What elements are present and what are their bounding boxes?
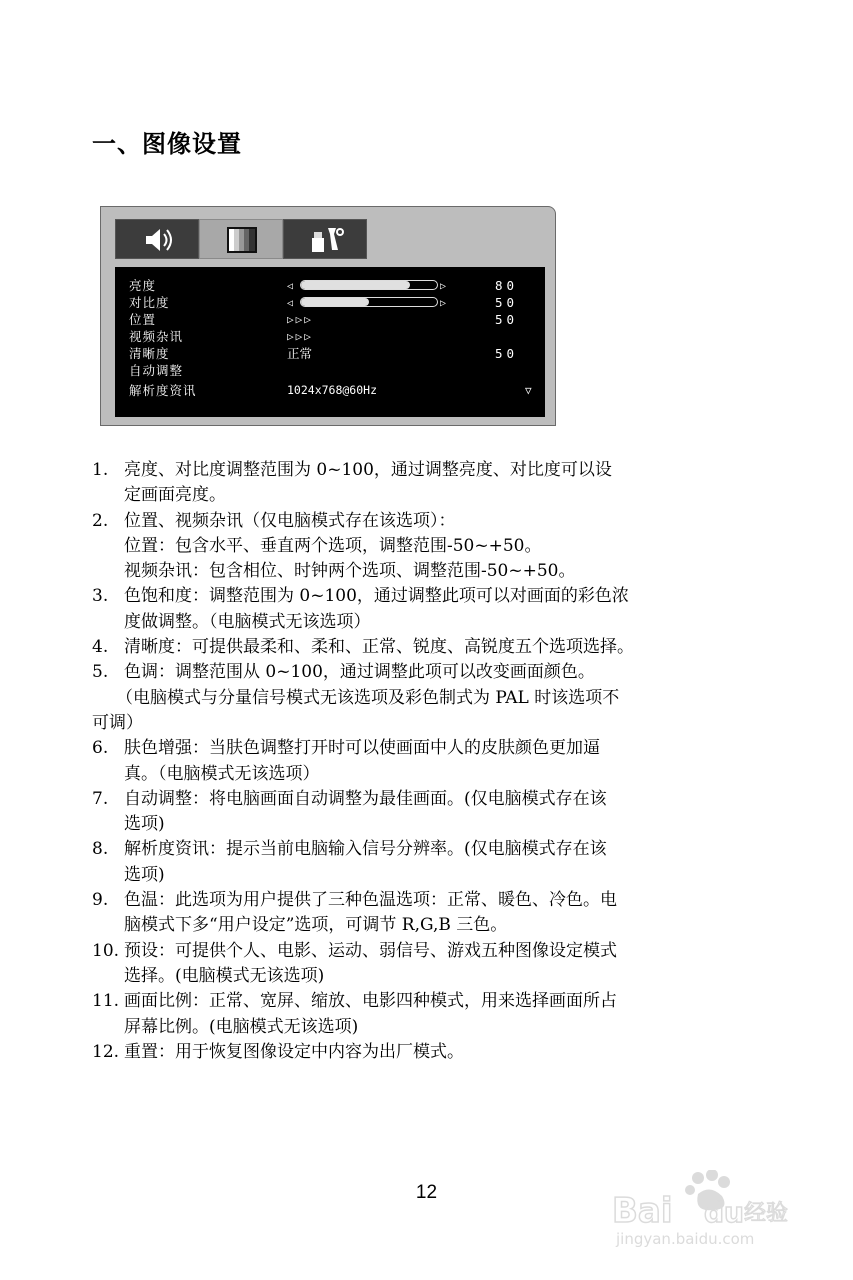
list-item-line: 画面比例：正常、宽屏、缩放、电影四种模式，用来选择画面所占: [124, 991, 617, 1012]
osd-row-label: 亮度: [129, 278, 157, 293]
list-item-number: 3.: [92, 586, 109, 607]
osd-row-value: 50: [495, 312, 519, 327]
brightness-slider: ◁ ▷: [287, 281, 447, 292]
osd-row-video-noise: [115, 328, 545, 345]
osd-row-label: 解析度资讯: [129, 383, 197, 398]
tools-icon: [284, 220, 368, 260]
svg-text:du: du: [704, 1196, 744, 1229]
slider-fill: [301, 298, 369, 306]
list-item-line: 色温：此选项为用户提供了三种色温选项：正常、暖色、冷色。电: [124, 890, 617, 911]
list-item-line: 度做调整。（电脑模式无该选项）: [124, 611, 371, 632]
list-item: [92, 888, 752, 939]
list-item-line: （电脑模式与分量信号模式无该选项及彩色制式为 PAL 时该选项不: [116, 687, 620, 708]
list-item: [92, 458, 752, 509]
osd-row-value: 50: [495, 295, 519, 310]
osd-row-brightness: [115, 277, 545, 294]
osd-row-auto-adjust: [115, 362, 545, 379]
list-item: [92, 584, 752, 635]
osd-row-sharpness: [115, 345, 545, 362]
list-item-line: 重置：用于恢复图像设定中内容为出厂模式。: [124, 1041, 464, 1062]
contrast-slider: ◁ ▷: [287, 298, 447, 309]
list-item-line: 预设：可提供个人、电影、运动、弱信号、游戏五种图像设定模式: [124, 940, 617, 961]
section-heading: 一、图像设置: [92, 130, 242, 158]
list-item: [92, 989, 752, 1040]
list-item: [92, 939, 752, 990]
list-item-line: 选项): [124, 864, 165, 885]
osd-arrows: ▷▷▷: [287, 330, 313, 343]
osd-menu-screenshot: [100, 206, 556, 426]
speaker-icon: [116, 220, 200, 260]
list-item-line: 定画面亮度。: [124, 485, 226, 506]
list-item-line: 清晰度：可提供最柔和、柔和、正常、锐度、高锐度五个选项选择。: [124, 637, 634, 658]
osd-row-label: 对比度: [129, 295, 170, 310]
list-item-line: 位置、视频杂讯（仅电脑模式存在该选项）：: [124, 510, 456, 531]
list-item-number: 7.: [92, 788, 109, 809]
list-item-line: 选择。(电脑模式无该选项): [124, 965, 325, 986]
page-number: 12: [415, 1182, 438, 1203]
list-item: [92, 736, 752, 787]
list-item: [92, 509, 752, 585]
osd-arrows: ▷▷▷: [287, 313, 313, 326]
list-item-line: 解析度资讯：提示当前电脑输入信号分辨率。(仅电脑模式存在该: [124, 839, 607, 860]
osd-row-setting: 正常: [287, 346, 313, 361]
osd-row-value: 80: [495, 278, 519, 293]
settings-description-list: [92, 458, 752, 1065]
osd-settings-panel: [115, 267, 545, 417]
list-item-line: 可调）: [92, 712, 143, 733]
list-item-number: 10.: [92, 940, 120, 961]
svg-text:经验: 经验: [744, 1201, 789, 1226]
baidu-jingyan-watermark-logo: [612, 1170, 792, 1250]
list-item-number: 1.: [92, 460, 109, 480]
list-item-line: 亮度、对比度调整范围为 0~100，通过调整亮度、对比度可以设: [124, 460, 612, 480]
list-item: [92, 787, 752, 838]
list-item-line: 色调：调整范围从 0~100，通过调整此项可以改变画面颜色。: [124, 662, 595, 683]
list-item-number: 12.: [92, 1041, 120, 1062]
osd-row-label: 自动调整: [129, 363, 184, 378]
svg-text:Bai: Bai: [612, 1191, 673, 1231]
osd-tab-bar: [115, 219, 367, 259]
osd-row-label: 位置: [129, 312, 157, 327]
list-item-number: 6.: [92, 738, 109, 759]
list-item-number: 9.: [92, 890, 109, 911]
list-item-line: 屏幕比例。(电脑模式无该选项): [124, 1016, 359, 1037]
list-item-number: 4.: [92, 637, 109, 658]
list-item: [92, 837, 752, 888]
list-item-line: 视频杂讯：包含相位、时钟两个选项、调整范围-50~+50。: [124, 561, 576, 582]
list-item: [92, 660, 752, 736]
list-item-line: 真。（电脑模式无该选项）: [124, 763, 320, 784]
list-item-line: 自动调整：将电脑画面自动调整为最佳画面。(仅电脑模式存在该: [124, 788, 607, 809]
scroll-down-icon: ▽: [525, 384, 532, 397]
osd-row-label: 清晰度: [129, 346, 170, 361]
osd-row-contrast: [115, 294, 545, 311]
list-item-number: 2.: [92, 510, 109, 531]
osd-row-resolution-info: [115, 382, 545, 399]
osd-tab-picture: [199, 219, 283, 259]
osd-tab-tools: [283, 219, 367, 259]
list-item-line: 位置：包含水平、垂直两个选项，调整范围-50~+50。: [124, 535, 542, 556]
osd-row-position: [115, 311, 545, 328]
list-item-number: 5.: [92, 662, 109, 683]
list-item-number: 11.: [92, 991, 120, 1012]
osd-row-setting: 1024x768@60Hz: [287, 383, 378, 397]
list-item: [92, 635, 752, 660]
list-item-line: 选项): [124, 814, 165, 835]
picture-bars-icon: [200, 220, 284, 260]
osd-row-value: 50: [495, 346, 519, 361]
list-item-number: 8.: [92, 839, 109, 860]
list-item-line: 脑模式下多“用户设定”选项，可调节 R,G,B 三色。: [124, 915, 508, 936]
list-item-line: 肤色增强：当肤色调整打开时可以使画面中人的皮肤颜色更加逼: [124, 738, 600, 759]
list-item: [92, 1040, 752, 1065]
svg-text:jingyan.baidu.com: jingyan.baidu.com: [616, 1230, 755, 1248]
osd-tab-audio: [115, 219, 199, 259]
slider-fill: [301, 281, 410, 289]
osd-row-label: 视频杂讯: [129, 329, 184, 344]
list-item-line: 色饱和度：调整范围为 0~100，通过调整此项可以对画面的彩色浓: [124, 586, 629, 607]
